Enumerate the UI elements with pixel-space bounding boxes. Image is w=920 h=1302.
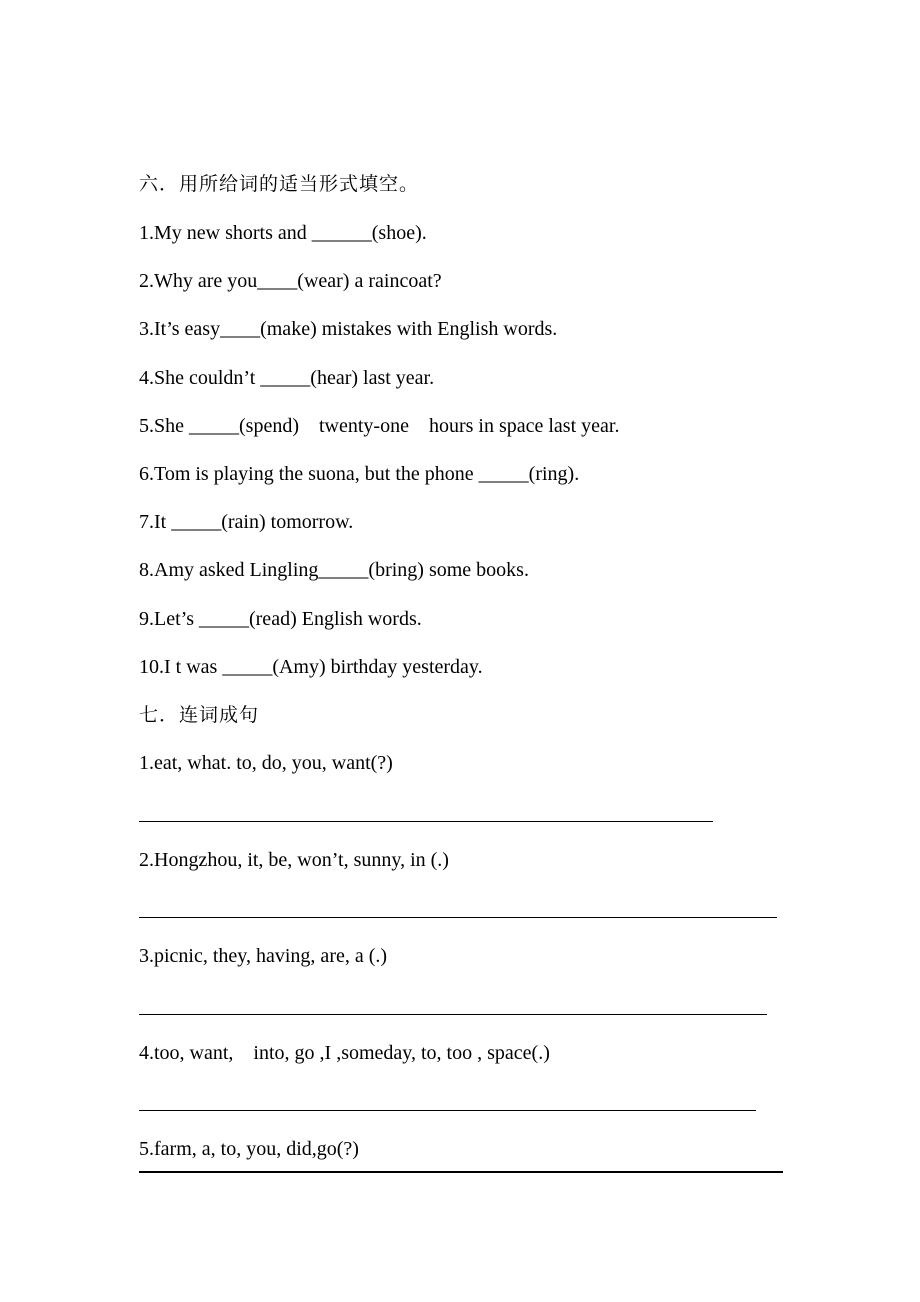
- fill-blank-item-9: 9.Let’s _____(read) English words.: [139, 608, 422, 630]
- sentence-item-4: 4.too, want, into, go ,I ,someday, to, too , space(.): [139, 1042, 550, 1064]
- fill-blank-item-10: 10.I t was _____(Amy) birthday yesterday.: [139, 656, 483, 678]
- fill-blank-item-2: 2.Why are you____(wear) a raincoat?: [139, 270, 442, 292]
- answer-line-4: [139, 1110, 756, 1111]
- fill-blank-item-8: 8.Amy asked Lingling_____(bring) some books.: [139, 559, 529, 581]
- section-7-heading: 七．连词成句: [139, 704, 260, 726]
- bottom-rule: [139, 1171, 783, 1173]
- fill-blank-item-7: 7.It _____(rain) tomorrow.: [139, 511, 354, 533]
- fill-blank-item-3: 3.It’s easy____(make) mistakes with English words.: [139, 318, 558, 340]
- answer-line-3: [139, 1014, 767, 1015]
- sentence-item-1: 1.eat, what. to, do, you, want(?): [139, 752, 393, 774]
- sentence-item-2: 2.Hongzhou, it, be, won’t, sunny, in (.): [139, 849, 449, 871]
- answer-line-2: [139, 917, 777, 918]
- fill-blank-item-5: 5.She _____(spend) twenty-one hours in space last year.: [139, 415, 620, 437]
- sentence-item-5: 5.farm, a, to, you, did,go(?): [139, 1138, 359, 1160]
- sentence-item-3: 3.picnic, they, having, are, a (.): [139, 945, 388, 967]
- fill-blank-item-1: 1.My new shorts and ______(shoe).: [139, 222, 427, 244]
- fill-blank-item-6: 6.Tom is playing the suona, but the phone _____(ring).: [139, 463, 580, 485]
- fill-blank-item-4: 4.She couldn’t _____(hear) last year.: [139, 367, 435, 389]
- section-6-heading: 六．用所给词的适当形式填空。: [139, 173, 420, 195]
- answer-line-1: [139, 821, 713, 822]
